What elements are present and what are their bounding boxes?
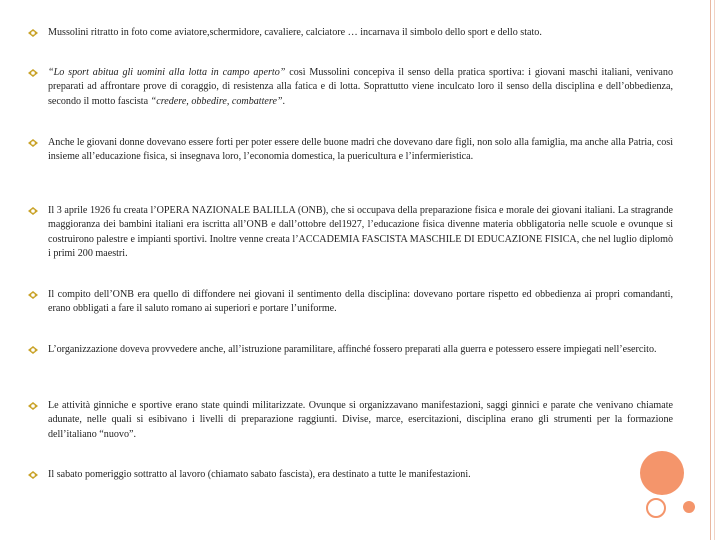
decorative-circle-large (640, 451, 684, 495)
bullet-icon (28, 29, 38, 37)
bullet-text: Le attività ginniche e sportive erano state quindi militarizzate. Ovunque si organizzavano manifestazioni, saggi ginnici e parate che venivano chiamate adunate, nelle quali si esibivano i livelli di preparazione raggiunti. Divise, marce, esercitazioni, disciplina erano gli strumenti per la formazione dell’italiano “nuovo”. (48, 400, 673, 440)
bullet-text-tail: . (282, 95, 286, 107)
bullet-icon (28, 471, 38, 479)
bullet-text: Il 3 aprile 1926 fu creata l’OPERA NAZIONALE BALILLA (ONB), che si occupava della preparazione fisica e morale dei giovani italiani. La stragrande maggioranza dei bambini italiani era iscritta all’ONB e dall’ottobre del1927, l’educazione fisica divenne materia obbligatoria nelle scuole e ovunque si costruirono palestre e impianti sportivi. Inoltre venne creata l’ACCADEMIA FASCISTA MASCHILE DI EDUCAZIONE FISICA, che nel luglio diplomò i primi 200 maestri. (48, 205, 673, 260)
bullet-text: Anche le giovani donne dovevano essere forti per poter essere delle buone madri che dovevano dare figli, non solo alla famiglia, ma anche alla Patria, così insieme all’educazione fisica, si insegnava loro, l’economia domestica, la puericultura e l’infermieristica. (48, 137, 673, 163)
bullet-icon (28, 291, 38, 299)
bullet-text: Il compito dell’ONB era quello di diffondere nei giovani il sentimento della disciplina: dovevano portare rispetto ed obbedienza ai propri comandanti, erano obbligati a fare il saluto romano ai superiori e portare l’uniforme. (48, 289, 673, 315)
bullet-icon (28, 69, 38, 77)
bullet-icon (28, 207, 38, 215)
slide-border-line (710, 0, 711, 540)
decorative-circle-ring (646, 498, 666, 518)
bullet-text: L’organizzazione doveva provvedere anche, all’istruzione paramilitare, affinché fossero preparati alla guerra e potessero essere impiegati nell’esercito. (48, 344, 657, 355)
quote-text: “Lo sport abitua gli uomini alla lotta in campo aperto” (48, 67, 286, 78)
bullet-text: Il sabato pomeriggio sottratto al lavoro (chiamato sabato fascista), era destinato a tutte le manifestazioni. (48, 469, 471, 480)
bullet-icon (28, 346, 38, 354)
bullet-icon (28, 402, 38, 410)
bullet-text: Mussolini ritratto in foto come aviatore,schermidore, cavaliere, calciatore … incarnava il simbolo dello sport e dello stato. (48, 27, 542, 38)
slide-border-line-inner (714, 0, 715, 540)
motto-text: “credere, obbedire, combattere” (150, 95, 283, 107)
bullet-text (48, 66, 673, 109)
bullet-text-body: così Mussolini concepiva il senso della pratica sportiva: i giovani maschi italiani, venivano preparati ad affrontare prove di coraggio, di resistenza alla fatica e di lotta. Soprattutto viene inculcato loro il senso della disciplina e dell’obbedienza, secondo il motto fascista (48, 67, 673, 107)
decorative-circle-small (683, 501, 695, 513)
bullet-icon (28, 139, 38, 147)
